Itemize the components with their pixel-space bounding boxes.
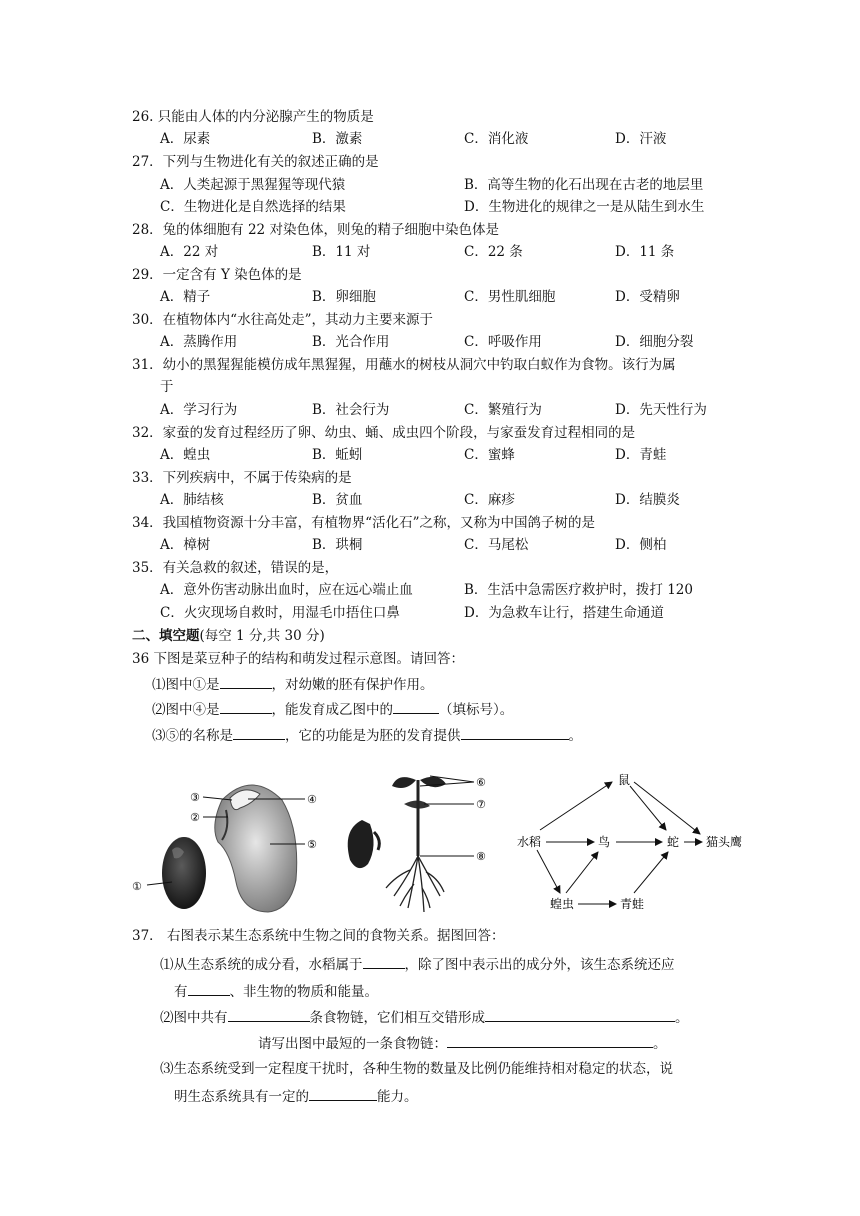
node-snake: 蛇 [667, 835, 680, 849]
q37-part3: ⑶生态系统受到一定程度干扰时，各种生物的数量及比例仍能维持相对稳定的状态，说 [160, 1061, 673, 1077]
q35-option-b: B．生活中急需医疗救护时，拨打 120 [464, 582, 693, 598]
seedling-leaf-left [392, 777, 416, 788]
q36-blank-3[interactable] [393, 699, 439, 714]
q31-stem: 31．幼小的黑猩猩能模仿成年黑猩猩，用蘸水的树枝从洞穴中钓取白蚁作为食物。该行为属 [132, 357, 676, 373]
arrow-rice-mouse [540, 782, 612, 830]
q36-part3 [152, 725, 582, 745]
q26-stem: 26. 只能由人体的内分泌腺产生的物质是 [132, 109, 374, 125]
q37-blank-3[interactable] [228, 1007, 310, 1022]
seedling-label-8: ⑧ [476, 850, 486, 863]
q37-part1-text-b: ，除了图中表示出的成分外，该生态系统还应 [404, 957, 675, 973]
q37-part2-text-e: 。 [653, 1036, 667, 1052]
q27-option-a: A．人类起源于黑猩猩等现代猿 [160, 177, 346, 193]
section-heading [132, 627, 325, 645]
q34-option-d: D．侧柏 [615, 537, 667, 553]
q29-option-d: D．受精卵 [615, 289, 680, 305]
node-mouse: 鼠 [618, 773, 631, 787]
cotyledon-shape [215, 785, 297, 912]
q35-option-d: D．为急救车让行，搭建生命通道 [464, 605, 664, 621]
q37-part2-text-a: ⑵图中共有 [160, 1010, 228, 1026]
q27-option-b: B．高等生物的化石出现在古老的地层里 [464, 177, 704, 193]
q26-option-d: D．汗液 [615, 131, 667, 147]
q29-stem: 29．一定含有 Y 染色体的是 [132, 267, 302, 283]
q37-stem: 37． 右图表示某生态系统中生物之间的食物关系。据图回答： [132, 928, 505, 944]
node-frog: 青蛙 [620, 897, 645, 911]
figure-area [0, 760, 860, 925]
seed-label-4: ④ [307, 793, 317, 806]
q28-option-b: B．11 对 [312, 244, 371, 260]
q37-part3-text-c: 能力。 [377, 1089, 418, 1105]
seedling-roots [386, 856, 444, 912]
q36-part3-text-a: ⑶⑤的名称是 [152, 728, 233, 744]
q35-option-a: A．意外伤害动脉出血时，应在远心端止血 [160, 582, 413, 598]
node-owl: 猫头鹰 [706, 835, 743, 849]
q37-part3-text-b: 明生态系统具有一定的 [174, 1089, 309, 1105]
q31-option-d: D．先天性行为 [615, 402, 707, 418]
seed-label-2: ② [190, 811, 200, 824]
q32-option-b: B．蚯蚓 [312, 447, 363, 463]
q27-option-d: D．生物进化的规律之一是从陆生到水生 [464, 199, 705, 215]
q26-option-c: C．消化液 [464, 131, 529, 147]
arrow-frog-snake [634, 852, 668, 893]
q32-stem: 32．家蚕的发育过程经历了卵、幼虫、蛹、成虫四个阶段，与家蚕发育过程相同的是 [132, 425, 636, 441]
q30-option-a: A．蒸腾作用 [160, 334, 238, 350]
seed-label-3: ③ [190, 791, 200, 804]
q32-option-c: C．蜜蜂 [464, 447, 515, 463]
q36-part3-text-b: ，它的功能是为胚的发育提供 [285, 728, 461, 744]
q34-option-b: B．珙桐 [312, 537, 363, 553]
seedling-leader-lines [420, 776, 474, 856]
q30-option-b: B．光合作用 [312, 334, 390, 350]
q31-option-b: B．社会行为 [312, 402, 390, 418]
q26-option-b: B．激素 [312, 131, 363, 147]
node-locust: 蝗虫 [550, 897, 575, 911]
seed-label-1: ① [132, 880, 142, 893]
arrow-rice-locust [537, 850, 560, 893]
q36-blank-2[interactable] [220, 699, 272, 714]
section-note: (每空 1 分,共 30 分) [199, 628, 325, 644]
q37-part1-text-c: 有 [174, 984, 188, 1000]
q31-option-a: A．学习行为 [160, 402, 238, 418]
q29-option-a: A．精子 [160, 289, 211, 305]
arrow-mouse-owl [634, 782, 700, 834]
q36-stem: 36 下图是菜豆种子的结构和萌发过程示意图。请回答： [132, 651, 464, 667]
q37-blank-2[interactable] [188, 981, 230, 996]
arrow-locust-bird [566, 852, 598, 893]
q37-part2-text-d: 请写出图中最短的一条食物链： [258, 1036, 447, 1052]
q37-part1 [160, 954, 675, 974]
q28-option-c: C．22 条 [464, 244, 523, 260]
q30-option-c: C．呼吸作用 [464, 334, 542, 350]
q36-part2-text-a: ⑵图中④是 [152, 702, 220, 718]
q37-part2-text-b: 条食物链，它们相互交错形成 [309, 1010, 485, 1026]
seedling-label-6: ⑥ [476, 776, 486, 789]
q37-part2-text-c: 。 [675, 1010, 689, 1026]
q36-blank-4[interactable] [233, 725, 285, 740]
q31-option-c: C．繁殖行为 [464, 402, 542, 418]
q28-option-a: A．22 对 [160, 244, 219, 260]
q33-option-d: D．结膜炎 [615, 492, 680, 508]
q37-blank-6[interactable] [309, 1086, 377, 1101]
q27-option-c: C．生物进化是自然选择的结果 [160, 199, 346, 215]
q36-blank-1[interactable] [220, 674, 272, 689]
q32-option-d: D．青蛙 [615, 447, 667, 463]
q36-part1-text-b: ，对幼嫩的胚有保护作用。 [271, 677, 434, 693]
q34-stem: 34．我国植物资源十分丰富，有植物界“活化石”之称，又称为中国鸽子树的是 [132, 515, 595, 531]
q29-option-c: C．男性肌细胞 [464, 289, 556, 305]
q30-stem: 30．在植物体内“水往高处走”，其动力主要来源于 [132, 312, 433, 328]
q37-part1-text-a: ⑴从生态系统的成分看，水稻属于 [160, 957, 363, 973]
q29-option-b: B．卵细胞 [312, 289, 376, 305]
q33-option-b: B．贫血 [312, 492, 363, 508]
q32-option-a: A．蝗虫 [160, 447, 211, 463]
q26-option-a: A．尿素 [160, 131, 211, 147]
q28-stem: 28．兔的体细胞有 22 对染色体，则兔的精子细胞中染色体是 [132, 222, 499, 238]
seedling-label-7: ⑦ [476, 798, 486, 811]
q37-part1-continued [174, 981, 378, 1001]
section-title: 二、填空题 [132, 628, 200, 644]
q33-option-c: C．麻疹 [464, 492, 515, 508]
node-bird: 鸟 [598, 835, 611, 849]
bean-seed-drawing [162, 785, 297, 912]
q36-part1-text-a: ⑴图中①是 [152, 677, 220, 693]
food-web [517, 773, 742, 911]
q37-part3-continued [174, 1086, 418, 1106]
seed-label-5: ⑤ [307, 838, 317, 851]
q37-part1-text-d: 、非生物的物质和能量。 [229, 984, 378, 1000]
q37-part2-continued [258, 1033, 667, 1053]
q36-part1 [152, 674, 434, 694]
q27-stem: 27．下列与生物进化有关的叙述正确的是 [132, 154, 379, 170]
seed-coat-shape [162, 837, 206, 909]
q37-blank-5[interactable] [447, 1033, 653, 1048]
q36-part2-text-b: ，能发育成乙图中的 [271, 702, 393, 718]
seedling-drawing [348, 777, 446, 912]
q36-part2 [152, 699, 513, 719]
q33-option-a: A．肺结核 [160, 492, 224, 508]
q35-stem: 35．有关急救的叙述，错误的是， [132, 560, 339, 576]
q36-blank-5[interactable] [461, 725, 569, 740]
q34-option-a: A．樟树 [160, 537, 211, 553]
q33-stem: 33．下列疾病中，不属于传染病的是 [132, 470, 352, 486]
seedling-cotyledon-left [348, 820, 374, 868]
q36-part3-text-c: 。 [568, 728, 582, 744]
q30-option-d: D．细胞分裂 [615, 334, 694, 350]
q37-blank-1[interactable] [363, 954, 405, 969]
q35-option-c: C．火灾现场自救时，用湿毛巾捂住口鼻 [160, 605, 400, 621]
q36-part2-text-c: （填标号）。 [439, 702, 514, 718]
q28-option-d: D．11 条 [615, 244, 675, 260]
q34-option-c: C．马尾松 [464, 537, 529, 553]
q37-part2 [160, 1007, 689, 1027]
q31-stem-continued: 于 [160, 379, 174, 395]
q37-blank-4[interactable] [485, 1007, 675, 1022]
node-rice: 水稻 [517, 835, 542, 849]
